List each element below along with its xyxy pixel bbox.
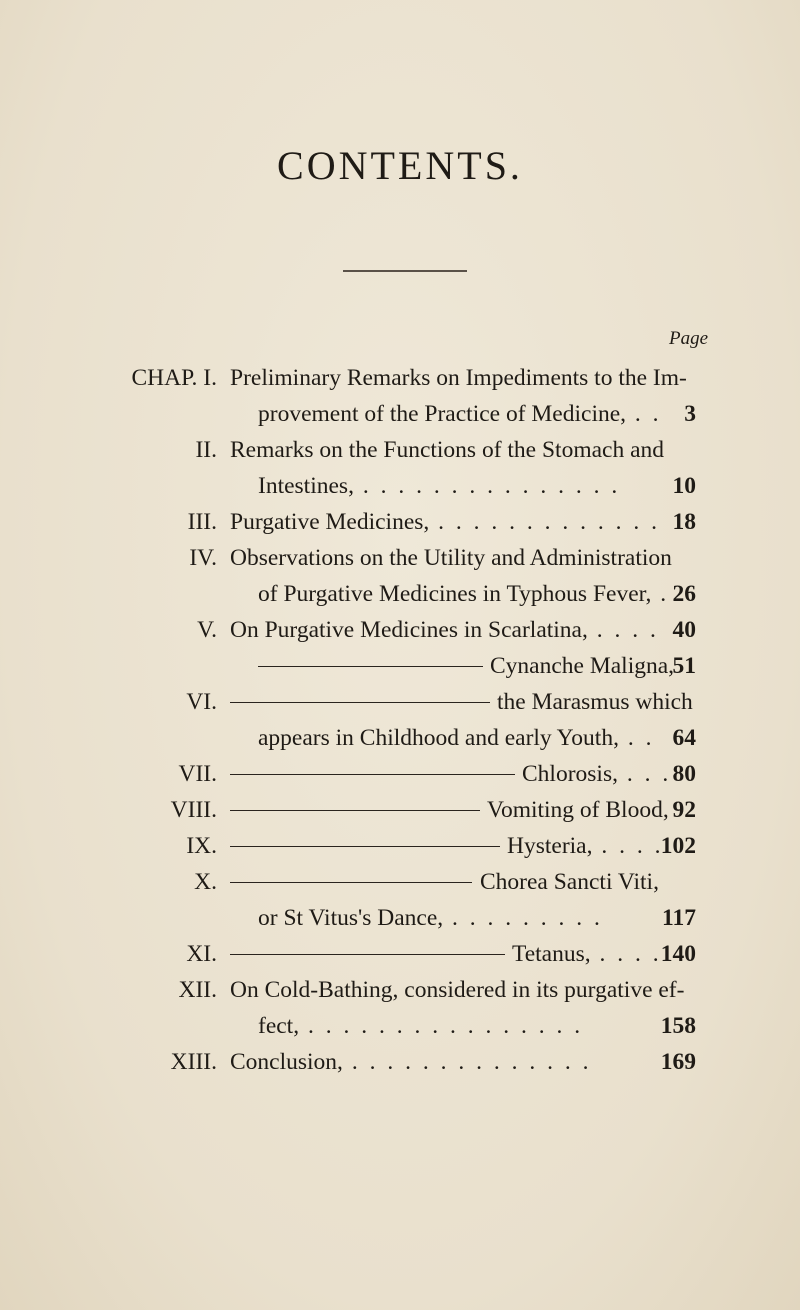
toc-entry-3 (0, 504, 800, 540)
toc-entry-11-cont (0, 900, 800, 936)
toc-entry-6 (0, 648, 800, 684)
toc-entry-4-cont (0, 576, 800, 612)
toc-entry-4 (0, 540, 800, 576)
ditto-rule (230, 846, 500, 847)
entry-title: Purgative Medicines, . . . . . . . . . . . . . (230, 509, 661, 535)
entry-page: 10 (672, 473, 696, 499)
ditto-rule (230, 810, 480, 811)
chapter-number: III. (187, 509, 217, 535)
entry-title: Observations on the Utility and Administration (230, 545, 672, 571)
toc-entry-14 (0, 1044, 800, 1080)
chapter-number: VI. (186, 689, 217, 715)
chapter-label: CHAP. I. (131, 365, 217, 391)
entry-page: 102 (660, 833, 696, 859)
ditto-rule (230, 954, 505, 955)
toc-entry-5 (0, 612, 800, 648)
ditto-rule (230, 882, 472, 883)
ditto-rule (230, 702, 490, 703)
entry-title: Preliminary Remarks on Impediments to the Im- (230, 365, 687, 391)
chapter-number: X. (194, 869, 217, 895)
entry-page: 140 (660, 941, 696, 967)
toc-entry-10 (0, 828, 800, 864)
toc-entry-7-cont (0, 720, 800, 756)
entry-page: 26 (672, 581, 696, 607)
toc-entry-12 (0, 936, 800, 972)
entry-page: 3 (684, 401, 696, 427)
chapter-number: VIII. (170, 797, 217, 823)
toc-entry-1-cont (0, 396, 800, 432)
entry-page: 169 (660, 1049, 696, 1075)
entry-title-cont: or St Vitus's Dance, . . . . . . . . . (258, 905, 603, 931)
page-title: CONTENTS. (277, 143, 523, 188)
title-rule (343, 270, 467, 272)
toc-entry-13-cont (0, 1008, 800, 1044)
entry-page: 117 (662, 905, 696, 931)
entry-title: Remarks on the Functions of the Stomach and (230, 437, 665, 463)
entry-title: Chorea Sancti Viti, (480, 869, 659, 895)
entry-page: 92 (672, 797, 696, 823)
chapter-number: V. (197, 617, 217, 643)
entry-title-cont: of Purgative Medicines in Typhous Fever, . (258, 581, 670, 607)
entry-title: On Purgative Medicines in Scarlatina, . . . . (230, 617, 659, 643)
chapter-number: IX. (186, 833, 217, 859)
toc-entry-11 (0, 864, 800, 900)
chapter-number: XII. (178, 977, 217, 1003)
page-column-label: Page (669, 328, 709, 349)
toc-entry-1 (0, 360, 800, 396)
entry-page: 40 (672, 617, 696, 643)
toc-entry-2 (0, 432, 800, 468)
chapter-number: XIII. (170, 1049, 217, 1075)
toc-entry-8 (0, 756, 800, 792)
entry-title: Vomiting of Blood, (487, 797, 669, 823)
chapter-number: IV. (189, 545, 217, 571)
toc-entry-9 (0, 792, 800, 828)
ditto-rule (230, 774, 515, 775)
entry-title-cont: Intestines, . . . . . . . . . . . . . . . (258, 473, 621, 499)
entry-title: Cynanche Maligna, (490, 653, 675, 679)
chapter-number: II. (195, 437, 217, 463)
entry-title: Chlorosis, . . . (522, 761, 672, 787)
entry-title-cont: provement of the Practice of Medicine, . . (258, 401, 662, 427)
entry-title: the Marasmus which (497, 689, 693, 715)
toc-entry-7 (0, 684, 800, 720)
toc-entry-13 (0, 972, 800, 1008)
entry-title-cont: fect, . . . . . . . . . . . . . . . . (258, 1013, 584, 1039)
entry-title: Tetanus, . . . . (512, 941, 662, 967)
ditto-rule (258, 666, 483, 667)
entry-page: 18 (672, 509, 696, 535)
entry-title: Hysteria, . . . . (507, 833, 664, 859)
entry-page: 80 (672, 761, 696, 787)
chapter-number: XI. (186, 941, 217, 967)
entry-title-cont: appears in Childhood and early Youth, . . (258, 725, 655, 751)
entry-title: On Cold-Bathing, considered in its purgative ef- (230, 977, 685, 1003)
entry-title: Conclusion, . . . . . . . . . . . . . . (230, 1049, 592, 1075)
entry-page: 158 (660, 1013, 696, 1039)
entry-page: 64 (672, 725, 696, 751)
entry-page: 51 (672, 653, 696, 679)
chapter-number: VII. (178, 761, 217, 787)
toc-entry-2-cont (0, 468, 800, 504)
